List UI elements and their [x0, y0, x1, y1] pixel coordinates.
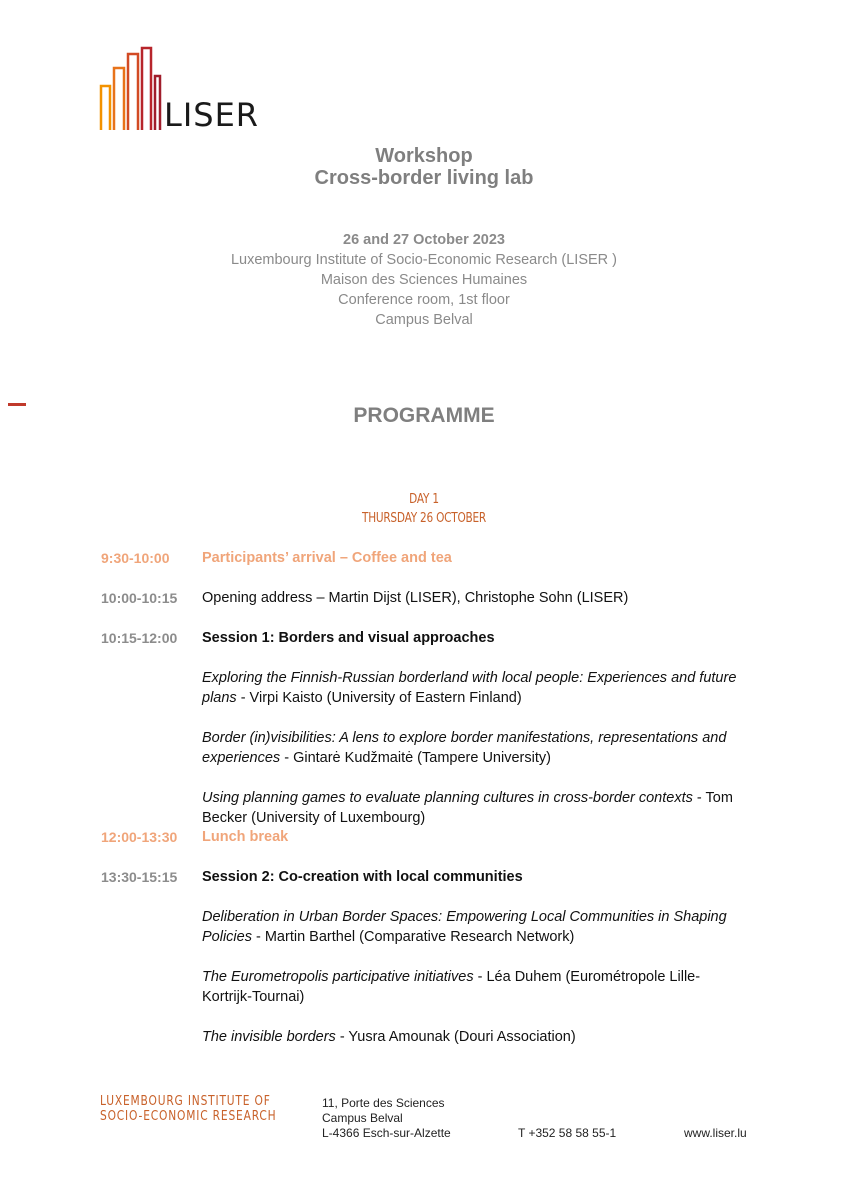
- event-info: [0, 230, 848, 330]
- talk-speaker: - Gintarė Kudžmaitė (Tampere University): [280, 750, 551, 766]
- event-room: Conference room, 1st floor: [338, 292, 510, 308]
- talk-speaker: - Tom Becker (University of Luxembourg): [202, 790, 733, 826]
- talk-title: Border (in)visibilities: A lens to explore border manifestations, representations and experiences: [202, 730, 727, 766]
- footer-org-name: [100, 1094, 277, 1124]
- address-line-2: Campus Belval: [322, 1111, 403, 1125]
- footer-address: [322, 1096, 451, 1141]
- footer-org-line-1: LUXEMBOURG INSTITUTE OF: [100, 1094, 271, 1109]
- row-time: 12:00-13:30: [101, 829, 178, 845]
- event-institute: Luxembourg Institute of Socio-Economic Research (LISER ): [230, 252, 618, 268]
- day-heading: [93, 490, 754, 528]
- day-date: THURSDAY 26 OCTOBER: [361, 510, 486, 526]
- event-campus: Campus Belval: [375, 312, 473, 328]
- talk-title: Deliberation in Urban Border Spaces: Empowering Local Communities in Shaping Policies: [202, 909, 727, 945]
- talk-speaker: - Virpi Kaisto (University of Eastern Finland): [236, 690, 522, 706]
- title-line-1: Workshop: [375, 145, 473, 167]
- footer-org-line-2: SOCIO-ECONOMIC RESEARCH: [100, 1109, 277, 1124]
- workshop-title: [0, 145, 848, 189]
- row-time: 10:15-12:00: [101, 630, 178, 646]
- talk-speaker: - Martin Barthel (Comparative Research Network): [251, 929, 575, 945]
- liser-logo-mark-icon: [98, 46, 168, 132]
- day-label: DAY 1: [409, 491, 439, 507]
- event-dates: 26 and 27 October 2023: [343, 232, 505, 248]
- row-time: 13:30-15:15: [101, 869, 178, 885]
- talk-item: [202, 728, 742, 768]
- session-title: Session 1: Borders and visual approaches: [202, 630, 495, 646]
- row-time: 9:30-10:00: [101, 550, 170, 566]
- talk-speaker: - Yusra Amounak (Douri Association): [335, 1029, 576, 1045]
- row-title: Lunch break: [202, 829, 289, 845]
- talk-title: The Eurometropolis participative initiatives: [202, 969, 474, 985]
- programme-heading: PROGRAMME: [353, 404, 495, 427]
- talk-item: [202, 668, 742, 708]
- title-line-2: Cross-border living lab: [314, 167, 534, 189]
- talk-title: Using planning games to evaluate planning cultures in cross-border contexts: [202, 790, 693, 806]
- row-title: Participants’ arrival – Coffee and tea: [202, 550, 452, 566]
- talk-item: [202, 907, 742, 947]
- talk-title: Exploring the Finnish-Russian borderland with local people: Experiences and future plans: [202, 670, 737, 706]
- session-block: [202, 628, 742, 828]
- event-building: Maison des Sciences Humaines: [320, 272, 528, 288]
- row-time: 10:00-10:15: [101, 590, 178, 606]
- talk-title: The invisible borders: [202, 1029, 336, 1045]
- footer-website-link[interactable]: www.liser.lu: [684, 1126, 747, 1140]
- footer-phone: T +352 58 58 55-1: [518, 1126, 617, 1140]
- session-title: Session 2: Co-creation with local communities: [202, 869, 523, 885]
- talk-item: [202, 788, 742, 828]
- logo-wordmark: LISER: [164, 96, 260, 134]
- talk-item: [202, 1027, 742, 1047]
- address-line-1: 11, Porte des Sciences: [322, 1096, 445, 1110]
- liser-logo: [98, 46, 260, 136]
- talk-item: [202, 967, 742, 1007]
- session-block: [202, 867, 742, 1047]
- row-title: Opening address – Martin Dijst (LISER), Christophe Sohn (LISER): [202, 590, 629, 606]
- talk-speaker: - Léa Duhem (Eurométropole Lille-Kortrijk-Tournai): [202, 969, 701, 1005]
- address-line-3: L-4366 Esch-sur-Alzette: [322, 1126, 451, 1140]
